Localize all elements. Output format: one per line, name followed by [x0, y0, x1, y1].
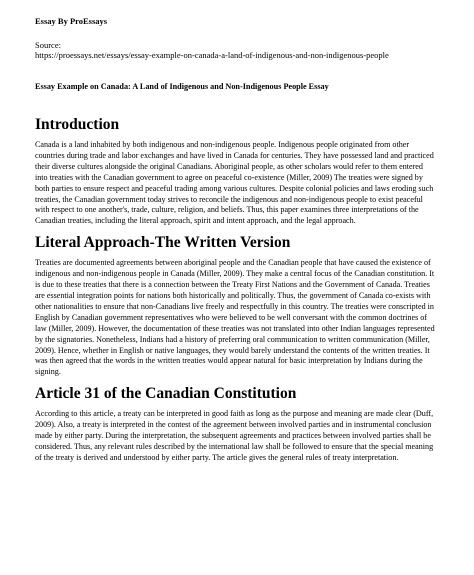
source-url[interactable]: https://proessays.net/essays/essay-example-on-canada-a-land-of-indigenous-and-non-indigenous-people — [35, 50, 389, 60]
section-text-introduction: Canada is a land inhabited by both indigenous and non-indigenous people. Indigenous people originated from other countries during trade and labor exchanges and have lived in Canada for centuries. They have possessed land and practiced their diverse cultures alongside the original Canadians. Aboriginal people, as other scholars would refer to them entered into treaties with the Canadian government to agree on peaceful co-existence (Miller, 2009) The treaties were signed by both parties to ensure respect and peaceful trading among various cultures. Despite colonial policies and laws eroding such treaties, the Canadian government today strives to reconcile the indigenous and non-indigenous people to exist peaceful with respect to one another's, trade, culture, religion, and beliefs. Thus, this paper examines three interpretations of the Canadian treaties, including the literal approach, spirit and intent approach, and the legal approach. — [35, 140, 434, 226]
brand-title: Essay By ProEssays — [35, 16, 108, 26]
section-heading-literal-approach: Literal Approach-The Written Version — [35, 234, 291, 252]
document-title: Essay Example on Canada: A Land of Indigenous and Non-Indigenous People Essay — [35, 82, 329, 91]
section-heading-article-31: Article 31 of the Canadian Constitution — [35, 385, 297, 403]
section-heading-introduction: Introduction — [35, 116, 120, 133]
section-text-literal-approach: Treaties are documented agreements between aboriginal people and the Canadian people that have caused the existence of indigenous and non-indigenous people in Canada (Miller, 2009). They make a central focus of the Canadian constitution. It is due to these treaties that there is a connection between the Treaty First Nations and the Government of Canada. Treaties are essential integration points for nations both historically and politically. Thus, the government of Canada co-exists with other nationalities to ensure that non-Canadians live freely and respectfully in this country. The treaties were conscripted in English by Canadian government representatives who were believed to be well conversant with the common doctrines of law (Miller, 2009). However, the documentation of these treaties was not translated into other Indian languages represented by the signatories. Nonetheless, Indians had a history of preferring oral communication to written communication (Miller, 2009). Hence, whether in English or native languages, they would barely understand the contents of the written treaties. It was then agreed that the words in the written treaties would appear natural for basic interpretation by Indians during the signing. — [35, 258, 435, 377]
source-label: Source: — [35, 40, 61, 50]
section-text-article-31: According to this article, a treaty can be interpreted in good faith as long as the purpose and meaning are made clear (Duff, 2009). Also, a treaty is interpreted in the contest of the agreement between involved parties and in instrumental conclusion made by either party. During the interpretation, the subsequent agreements and practices between involved parties shall be considered. Thus, any relevant rules described by the international law shall be followed to ensure that the special meaning of the treaty is derived and understood by either party. The article gives the general rules of treaty interpretation. — [35, 409, 434, 462]
